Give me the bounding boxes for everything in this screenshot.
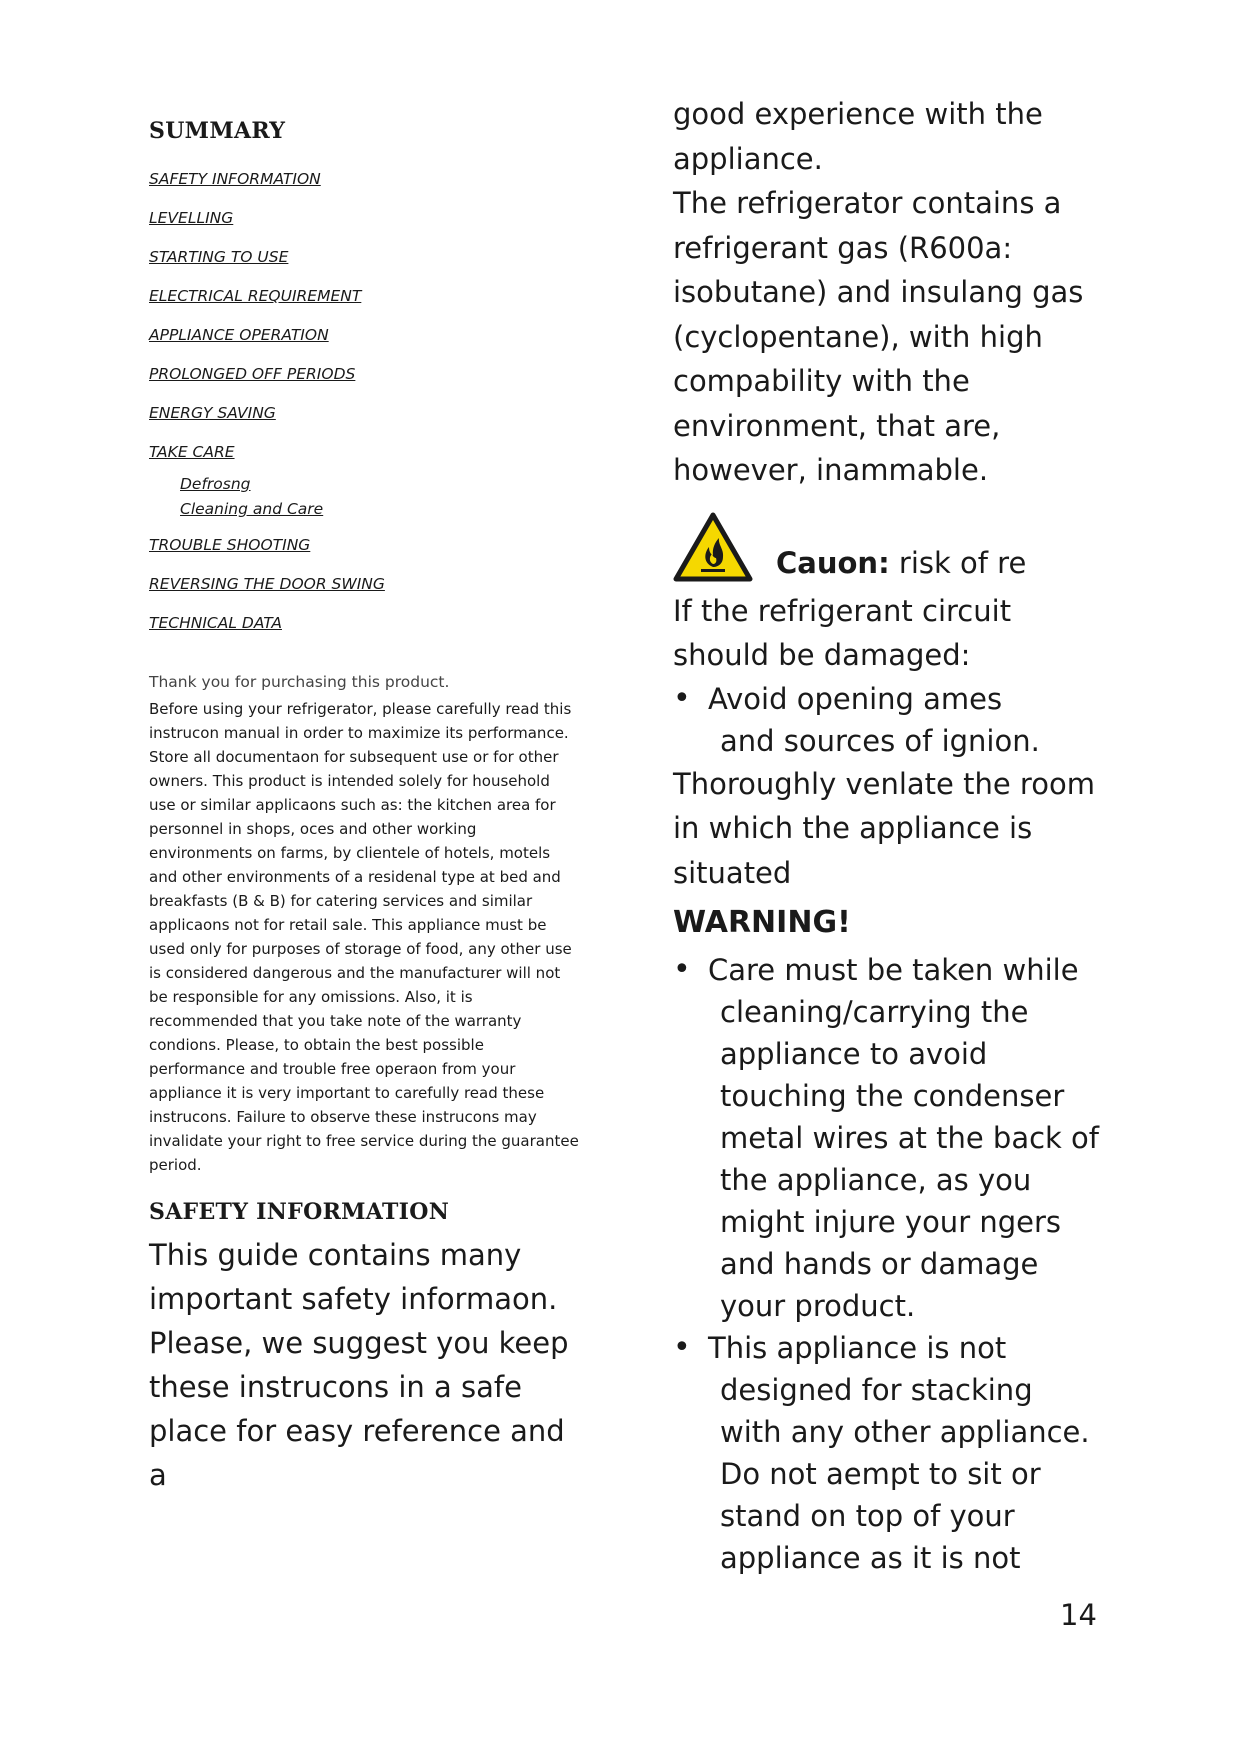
toc-cleaning-and-care[interactable]: Cleaning and Care — [180, 500, 324, 518]
toc-safety-information[interactable]: SAFETY INFORMATION — [149, 170, 321, 188]
warning-heading: WARNING! — [673, 905, 851, 940]
caution-risk-text: risk of re — [889, 545, 1027, 580]
caution-label: Cauon: — [776, 545, 890, 580]
toc-take-care[interactable]: TAKE CARE — [149, 443, 235, 461]
toc-electrical-requirement[interactable]: ELECTRICAL REQUIREMENT — [149, 287, 362, 305]
bullet-stacking-first: This appliance is not — [708, 1331, 1007, 1365]
toc-reversing-door-swing[interactable]: REVERSING THE DOOR SWING — [149, 575, 385, 593]
bullet-care-rest: cleaning/carrying the appliance to avoid touching the condenser metal wires at the back of the appliance, as you might injure your ngers and hands or damage your product. — [720, 995, 1099, 1323]
safety-information-heading: SAFETY INFORMATION — [149, 1199, 450, 1225]
right-column — [673, 92, 1103, 1579]
refrigerant-paragraph: The refrigerator contains a refrigerant gas (R600a: isobutane) and insulang gas (cyclopentane), with high compability with the environment, that are, however, inammable. — [673, 186, 1084, 487]
intro-paragraph — [149, 697, 579, 1177]
toc-starting-to-use[interactable]: STARTING TO USE — [149, 248, 289, 266]
bullet-avoid-flames-first: Avoid opening ames — [708, 681, 1003, 716]
bullet-avoid-flames-rest: and sources of ignion. — [720, 723, 1040, 758]
experience-text: good experience with the appliance. — [673, 97, 1043, 176]
toc-levelling[interactable]: LEVELLING — [149, 209, 234, 227]
toc-prolonged-off-periods[interactable]: PROLONGED OFF PERIODS — [149, 365, 356, 383]
page-number: 14 — [1060, 1598, 1097, 1632]
warning-bullets — [673, 949, 1103, 1579]
bullet-avoid-flames — [673, 678, 1103, 762]
summary-title: SUMMARY — [149, 118, 286, 144]
bullet-care-first: Care must be taken while — [708, 953, 1079, 987]
circuit-bullets — [673, 678, 1103, 762]
bullet-not-stacking — [673, 1327, 1103, 1579]
intro-paragraph-text: Before using your refrigerator, please carefully read this instrucon manual in order to maximize its performance. Store all documentaon for subsequent use or for other owners. This product is intended solely for household use or similar applicaons such as: the kitchen area for personnel in shops, oces and other working environments on farms, by clientele of hotels, motels and other environments of a residenal type at bed and breakfasts (B & B) for catering services and similar applicaons not for retail sale. This appliance must be used only for purposes of storage of food, any other use is considered dangerous and the manufacturer will not be responsible for any omissions. Also, it is recommended that you take note of the warranty condions. Please, to obtain the best possible performance and trouble free operaon from your appliance it is very important to carefully read these instrucons. Failure to observe these instrucons may invalidate your right to free service during the guarantee period. — [149, 700, 579, 1174]
caution-row — [673, 511, 1103, 589]
safety-information-text: This guide contains many important safety informaon. Please, we suggest you keep these instrucons in a safe place for easy reference and a — [149, 1238, 569, 1492]
bullet-stacking-rest: designed for stacking with any other appliance. Do not aempt to sit or stand on top of your appliance as it is not — [720, 1373, 1090, 1575]
bullet-care-cleaning — [673, 949, 1103, 1327]
caution-line — [776, 541, 1026, 585]
flammable-warning-icon — [673, 511, 753, 583]
left-column — [149, 118, 579, 1497]
toc-energy-saving[interactable]: ENERGY SAVING — [149, 404, 276, 422]
table-of-contents — [149, 160, 579, 643]
toc-appliance-operation[interactable]: APPLIANCE OPERATION — [149, 326, 329, 344]
thank-you-text: Thank you for purchasing this product. — [149, 673, 450, 691]
toc-technical-data[interactable]: TECHNICAL DATA — [149, 614, 282, 632]
toc-defrosting[interactable]: Defrosng — [180, 475, 251, 493]
toc-trouble-shooting[interactable]: TROUBLE SHOOTING — [149, 536, 311, 554]
ventilate-text: Thoroughly venlate the room in which the appliance is situated — [673, 766, 1095, 890]
circuit-damaged-text: If the refrigerant circuit should be damaged: — [673, 593, 1012, 672]
